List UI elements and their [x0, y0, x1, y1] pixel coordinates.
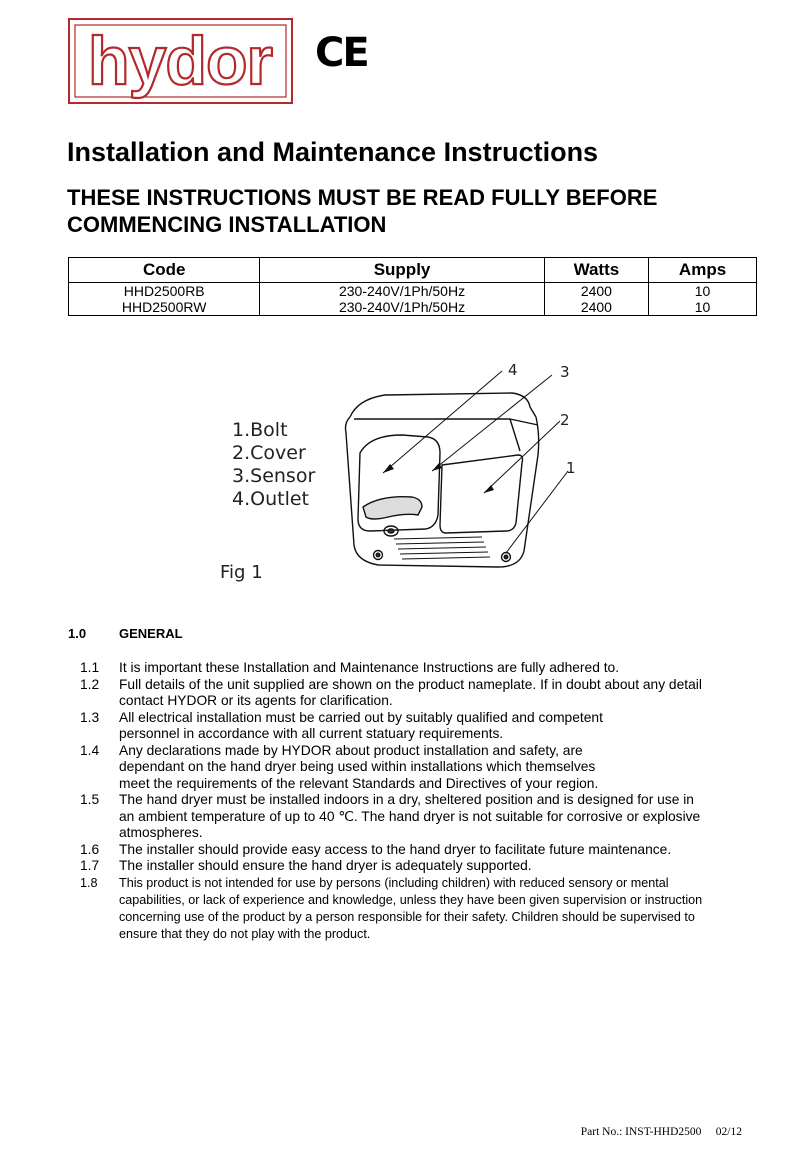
ce-mark: CE: [315, 30, 368, 76]
callout-2: 2: [560, 411, 570, 429]
callout-1: 1: [566, 459, 576, 477]
list-item: [68, 792, 768, 842]
legend-sensor: 3.Sensor: [232, 465, 316, 487]
item-text: [119, 858, 768, 875]
section-heading: [68, 626, 183, 641]
item-number: 1.4: [80, 742, 100, 758]
list-item: [68, 677, 768, 710]
part-number: Part No.: INST-HHD2500: [580, 1126, 702, 1138]
item-line: atmospheres.: [119, 825, 203, 840]
col-amps: Amps: [649, 258, 757, 283]
spec-table-header: [69, 258, 757, 283]
table-row: [69, 283, 757, 300]
item-text: [119, 660, 768, 677]
item-line: It is important these Installation and Maintenance Instructions are fully adhered to.: [119, 660, 620, 675]
item-number: 1.1: [80, 660, 100, 675]
cell-watts: 2400: [544, 299, 648, 316]
item-line: meet the requirements of the relevant Standards and Directives of your region.: [119, 775, 599, 791]
general-items-list: [68, 660, 768, 943]
cell-watts: 2400: [544, 283, 648, 300]
hydor-logo: [68, 18, 293, 104]
item-number: 1.7: [80, 858, 100, 873]
col-code: Code: [69, 258, 260, 283]
item-line: contact HYDOR or its agents for clarification.: [119, 693, 393, 708]
item-line: All electrical installation must be carried out by suitably qualified and competent: [119, 709, 603, 725]
item-line: capabilities, or lack of experience and knowledge, unless they have been given supervision or instruction: [119, 892, 703, 907]
revision-date: 02/12: [715, 1126, 742, 1138]
cell-code: HHD2500RW: [69, 299, 260, 316]
item-line: concerning use of the product by a person responsible for their safety. Children should be supervised to: [119, 909, 695, 924]
legend-bolt: 1.Bolt: [232, 419, 288, 441]
list-item: [68, 858, 768, 875]
table-row: [69, 299, 757, 316]
col-watts: Watts: [544, 258, 648, 283]
item-number: 1.3: [80, 709, 100, 725]
figure-caption: Fig 1: [220, 562, 263, 583]
cell-amps: 10: [649, 283, 757, 300]
list-item: [68, 842, 768, 859]
section-title: GENERAL: [119, 626, 183, 641]
item-text: [119, 677, 768, 710]
cell-code: HHD2500RB: [69, 283, 260, 300]
hand-dryer-figure: [220, 355, 600, 590]
list-item: [68, 875, 768, 943]
list-item: [68, 710, 768, 743]
cell-supply: 230-240V/1Ph/50Hz: [260, 283, 544, 300]
item-text: [119, 710, 768, 743]
page-subtitle: THESE INSTRUCTIONS MUST BE READ FULLY BEFORE COMMENCING INSTALLATION: [67, 185, 658, 237]
item-text: [119, 743, 768, 793]
item-text: [119, 842, 768, 859]
item-line: The hand dryer must be installed indoors in a dry, sheltered position and is designed for use in: [119, 792, 694, 807]
item-number: 1.8: [80, 875, 98, 890]
list-item: [68, 743, 768, 793]
cell-amps: 10: [649, 299, 757, 316]
item-line: Any declarations made by HYDOR about product installation and safety, are: [119, 742, 583, 758]
section-number: 1.0: [68, 626, 87, 641]
callout-4: 4: [508, 361, 518, 379]
item-number: 1.5: [80, 792, 100, 807]
cell-supply: 230-240V/1Ph/50Hz: [260, 299, 544, 316]
item-line: The installer should ensure the hand dryer is adequately supported.: [119, 858, 532, 873]
col-supply: Supply: [260, 258, 544, 283]
legend-outlet: 4.Outlet: [232, 488, 309, 510]
spec-table: [68, 257, 757, 316]
item-text: [119, 792, 768, 842]
page-footer: [581, 1126, 742, 1138]
item-line: The installer should provide easy access to the hand dryer to facilitate future maintenance.: [119, 841, 672, 857]
list-item: [68, 660, 768, 677]
svg-text:hydor: hydor: [88, 23, 272, 99]
page-title: Installation and Maintenance Instructions: [67, 137, 599, 167]
legend-cover: 2.Cover: [232, 442, 306, 464]
item-line: ensure that they do not play with the product.: [119, 926, 371, 941]
item-line: personnel in accordance with all current statuary requirements.: [119, 726, 504, 741]
item-number: 1.6: [80, 841, 100, 857]
item-line: Full details of the unit supplied are shown on the product nameplate. If in doubt about any detail: [119, 676, 702, 692]
item-text: [119, 875, 768, 943]
item-line: dependant on the hand dryer being used within installations which themselves: [119, 759, 596, 774]
item-number: 1.2: [80, 676, 100, 692]
item-line: This product is not intended for use by persons (including children) with reduced sensory or mental: [119, 875, 669, 890]
item-line: an ambient temperature of up to 40 ℃. The hand dryer is not suitable for corrosive or explosive: [119, 808, 701, 824]
callout-3: 3: [560, 363, 570, 381]
